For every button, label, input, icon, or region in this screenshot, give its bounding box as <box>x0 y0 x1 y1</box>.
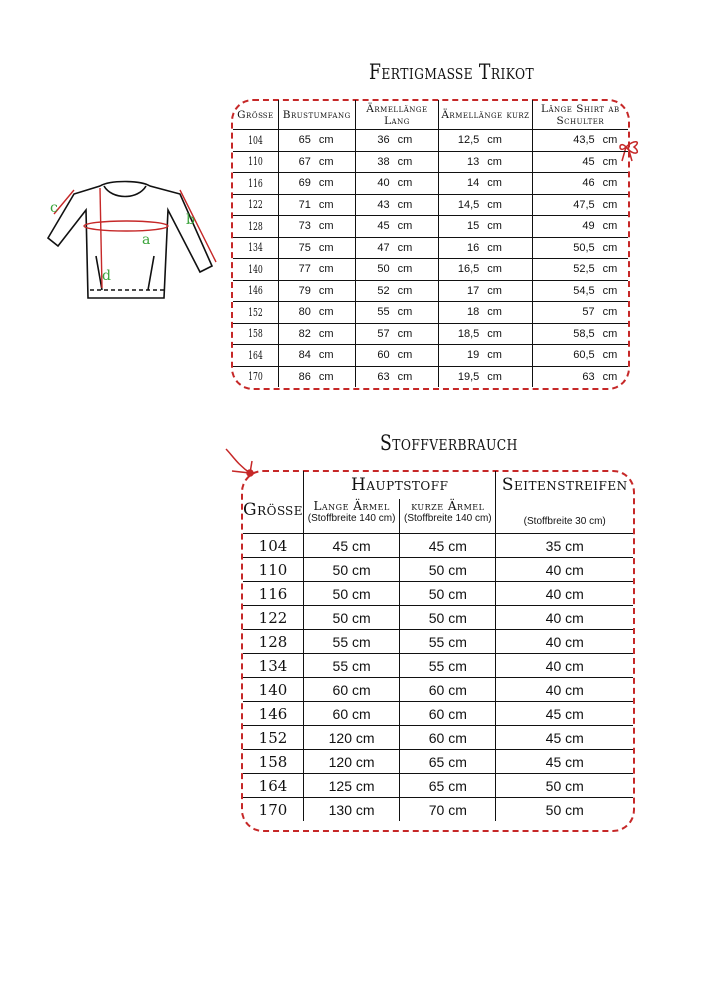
measure-cell: 80 cm <box>278 302 355 324</box>
size-cell: 170 <box>240 366 272 387</box>
fabric-row <box>243 678 633 702</box>
measure-cell: 52 cm <box>355 280 439 302</box>
measure-cell: 69 cm <box>278 173 355 195</box>
measure-cell: 63 cm <box>582 370 618 383</box>
measure-cell: 16,5 cm <box>439 259 532 281</box>
measure-cell: 47 cm <box>355 237 439 259</box>
size-cell: 134 <box>240 237 272 259</box>
fabric-cell: 55 cm <box>400 630 496 654</box>
measure-cell: 16 cm <box>439 237 532 259</box>
fabric-cell: 50 cm <box>400 558 496 582</box>
size-cell: 128 <box>240 216 272 238</box>
fabric-cell: 125 cm <box>304 774 400 798</box>
header-main-fabric: Hauptstoff <box>304 471 496 499</box>
fabric-cell: 45 cm <box>496 702 633 726</box>
fabric-cell: 50 cm <box>400 582 496 606</box>
header-sleeve-short: Ärmellänge kurz <box>439 100 532 130</box>
fabric-row <box>243 774 633 798</box>
measure-cell: 60,5 cm <box>532 345 628 367</box>
fabric-cell: 65 cm <box>400 750 496 774</box>
fabric-cell: 120 cm <box>304 726 400 750</box>
measure-row <box>233 366 628 387</box>
header-sleeve-long: Ärmellänge Lang <box>355 100 439 130</box>
measure-cell: 57 cm <box>532 302 628 324</box>
measure-cell: 50,5 cm <box>532 237 628 259</box>
measure-row <box>233 173 628 195</box>
size-cell: 140 <box>240 259 272 281</box>
fabric-cell: 40 cm <box>496 630 633 654</box>
fabric-row <box>243 750 633 774</box>
size-cell: 110 <box>243 558 304 582</box>
fabric-cell: 55 cm <box>304 654 400 678</box>
fabric-row <box>243 630 633 654</box>
measure-cell: 77 cm <box>278 259 355 281</box>
fabric-cell: 70 cm <box>400 798 496 822</box>
measure-title: Fertigmaße Trikot <box>369 60 535 84</box>
measure-cell: 75 cm <box>278 237 355 259</box>
measure-cell: 49 cm <box>532 216 628 238</box>
measure-row <box>233 323 628 345</box>
header-long-sleeve: Lange Ärmel (Stoffbreite 140 cm) <box>304 499 400 534</box>
fabric-cell: 60 cm <box>400 678 496 702</box>
measure-cell: 84 cm <box>278 345 355 367</box>
fabric-cell: 55 cm <box>304 630 400 654</box>
fabric-cell: 50 cm <box>304 606 400 630</box>
size-cell: 122 <box>243 606 304 630</box>
measure-cell: 63 cm <box>355 366 439 387</box>
measure-cell: 43,5 cm <box>532 130 628 152</box>
fabric-row <box>243 654 633 678</box>
label-c: c <box>50 200 58 216</box>
measure-cell: 19,5 cm <box>439 366 532 387</box>
fabric-row <box>243 582 633 606</box>
header-fabric-size: Größe <box>243 471 304 534</box>
measure-cell: 36 cm <box>355 130 439 152</box>
fabric-cell: 45 cm <box>496 726 633 750</box>
measure-cell: 18 cm <box>439 302 532 324</box>
size-cell: 122 <box>240 194 272 216</box>
fabric-table <box>243 471 633 821</box>
fabric-cell: 50 cm <box>400 606 496 630</box>
measure-cell: 17 cm <box>439 280 532 302</box>
fabric-cell: 40 cm <box>496 558 633 582</box>
fabric-row <box>243 798 633 822</box>
measure-cell: 67 cm <box>278 151 355 173</box>
header-chest: Brustumfang <box>278 100 355 130</box>
fabric-cell: 40 cm <box>496 678 633 702</box>
measure-cell: 15 cm <box>439 216 532 238</box>
measure-cell: 58,5 cm <box>532 323 628 345</box>
size-cell: 170 <box>243 798 304 822</box>
size-cell: 146 <box>240 280 272 302</box>
size-cell: 152 <box>243 726 304 750</box>
fabric-row <box>243 702 633 726</box>
header-side-width: (Stoffbreite 30 cm) <box>496 499 633 534</box>
size-cell: 110 <box>240 151 272 173</box>
header-short-sleeve: kurze Ärmel (Stoffbreite 140 cm) <box>400 499 496 534</box>
shirt-diagram-icon <box>40 170 220 310</box>
fabric-cell: 50 cm <box>304 558 400 582</box>
measure-row <box>233 237 628 259</box>
fabric-cell: 130 cm <box>304 798 400 822</box>
fabric-cell: 50 cm <box>545 801 584 818</box>
measure-cell: 40 cm <box>355 173 439 195</box>
measure-cell: 60 cm <box>355 345 439 367</box>
measure-cell: 14 cm <box>439 173 532 195</box>
size-cell: 116 <box>240 173 272 195</box>
measure-row <box>233 280 628 302</box>
measure-cell: 65 cm <box>278 130 355 152</box>
measure-row <box>233 194 628 216</box>
header-size: Größe <box>233 100 278 130</box>
measure-cell: 54,5 cm <box>532 280 628 302</box>
fabric-width-main-short: (Stoffbreite 140 cm) <box>404 513 492 524</box>
measure-cell: 57 cm <box>355 323 439 345</box>
label-b: b <box>186 212 195 228</box>
measure-cell: 13 cm <box>439 151 532 173</box>
measure-cell: 71 cm <box>278 194 355 216</box>
label-a: a <box>142 232 151 248</box>
measure-row <box>233 130 628 152</box>
fabric-row <box>243 558 633 582</box>
measure-cell: 12,5 cm <box>439 130 532 152</box>
size-cell: 152 <box>240 302 272 324</box>
measure-row <box>233 302 628 324</box>
measure-cell: 46 cm <box>532 173 628 195</box>
size-cell: 116 <box>243 582 304 606</box>
measure-cell: 55 cm <box>355 302 439 324</box>
size-cell: 104 <box>243 534 304 558</box>
measure-row <box>233 259 628 281</box>
measure-cell: 19 cm <box>439 345 532 367</box>
measure-cell: 38 cm <box>355 151 439 173</box>
fabric-cell: 60 cm <box>304 678 400 702</box>
measure-cell: 45 cm <box>532 151 628 173</box>
measure-cell: 82 cm <box>278 323 355 345</box>
header-length: Länge Shirt ab Schulter <box>532 100 628 130</box>
size-cell: 128 <box>243 630 304 654</box>
fabric-row <box>243 606 633 630</box>
measure-cell: 86 cm <box>278 366 355 387</box>
measure-cell: 79 cm <box>278 280 355 302</box>
measure-cell: 43 cm <box>355 194 439 216</box>
fabric-cell: 40 cm <box>496 606 633 630</box>
fabric-cell: 120 cm <box>304 750 400 774</box>
size-cell: 164 <box>243 774 304 798</box>
measure-cell: 50 cm <box>355 259 439 281</box>
measure-row <box>233 216 628 238</box>
fabric-cell: 40 cm <box>496 582 633 606</box>
fabric-row <box>243 726 633 750</box>
fabric-row <box>243 534 633 558</box>
measure-table <box>233 100 628 387</box>
size-cell: 140 <box>243 678 304 702</box>
fabric-cell: 35 cm <box>496 534 633 558</box>
fabric-cell: 65 cm <box>400 774 496 798</box>
label-d: d <box>102 268 111 284</box>
fabric-cell: 50 cm <box>304 582 400 606</box>
fabric-cell: 55 cm <box>400 654 496 678</box>
measure-row <box>233 345 628 367</box>
fabric-cell: 45 cm <box>304 534 400 558</box>
size-cell: 158 <box>240 323 272 345</box>
fabric-cell: 45 cm <box>496 750 633 774</box>
size-cell: 104 <box>240 130 272 152</box>
fabric-title: Stoffverbrauch <box>380 431 518 455</box>
size-cell: 158 <box>243 750 304 774</box>
fabric-cell: 40 cm <box>496 654 633 678</box>
measure-cell: 14,5 cm <box>439 194 532 216</box>
fabric-cell: 60 cm <box>400 702 496 726</box>
measure-cell: 45 cm <box>355 216 439 238</box>
size-cell: 146 <box>243 702 304 726</box>
header-side-strip: Seitenstreifen <box>501 475 628 495</box>
measure-cell: 73 cm <box>278 216 355 238</box>
measure-cell: 18,5 cm <box>439 323 532 345</box>
fabric-cell: 60 cm <box>400 726 496 750</box>
fabric-cell: 60 cm <box>304 702 400 726</box>
measure-cell: 52,5 cm <box>532 259 628 281</box>
size-cell: 134 <box>243 654 304 678</box>
fabric-cell: 50 cm <box>496 774 633 798</box>
measure-cell: 47,5 cm <box>532 194 628 216</box>
fabric-cell: 45 cm <box>400 534 496 558</box>
measure-row <box>233 151 628 173</box>
size-cell: 164 <box>240 345 272 367</box>
